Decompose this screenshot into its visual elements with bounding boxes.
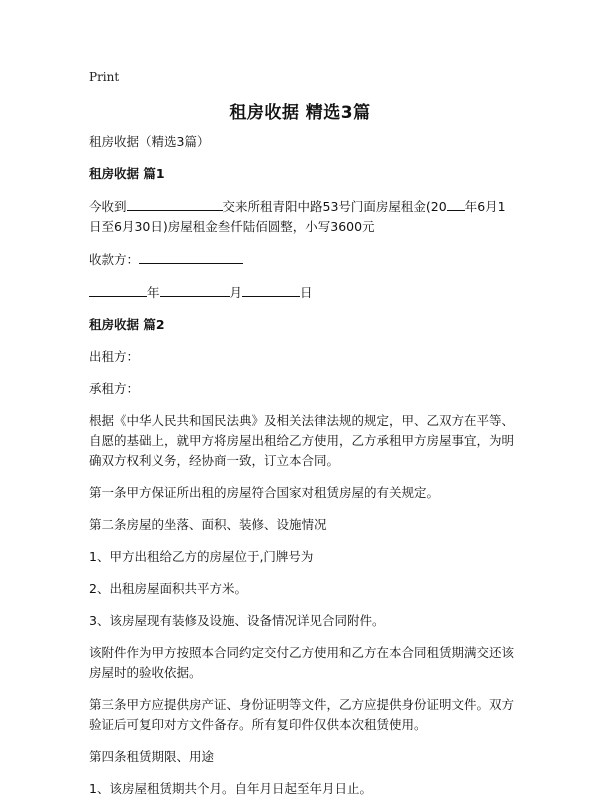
attachment-paragraph: 该附件作为甲方按照本合同约定交付乙方使用和乙方在本合同租赁期满交还该房屋时的验收依据。 bbox=[89, 645, 515, 680]
section2-heading: 租房收据 篇2 bbox=[89, 317, 165, 332]
date-month-label: 月 bbox=[229, 285, 243, 300]
date-day-label: 日 bbox=[300, 285, 313, 300]
payer-blank bbox=[127, 196, 223, 211]
article-3: 第三条甲方应提供房产证、身份证明等文件，乙方应提供身份证明文件。双方验证后可复印对方文件备存。所有复印件仅供本次租赁使用。 bbox=[89, 697, 515, 732]
lessee-line: 承租方： bbox=[89, 381, 140, 396]
payee-blank bbox=[139, 249, 243, 264]
article-2: 第二条房屋的坐落、面积、装修、设施情况 bbox=[89, 517, 327, 532]
receipt-prefix: 今收到 bbox=[89, 199, 127, 214]
article-1: 第一条甲方保证所出租的房屋符合国家对租赁房屋的有关规定。 bbox=[89, 485, 440, 500]
payee-label: 收款方： bbox=[89, 252, 140, 267]
year-blank bbox=[447, 196, 465, 211]
payee-line bbox=[89, 249, 515, 270]
lessor-line: 出租方： bbox=[89, 349, 140, 364]
receipt-paragraph bbox=[89, 196, 515, 237]
date-year-blank bbox=[89, 282, 147, 297]
date-month-blank bbox=[160, 282, 230, 297]
document-title: 租房收据 精选3篇 bbox=[229, 103, 371, 123]
document-body bbox=[89, 132, 515, 811]
receipt-mid: 交来所租青阳中路53号门面房屋租金(20 bbox=[222, 199, 447, 214]
date-day-blank bbox=[242, 282, 300, 297]
article-4: 第四条租赁期限、用途 bbox=[89, 749, 215, 764]
date-line bbox=[89, 282, 515, 303]
article-2-item-3: 3、该房屋现有装修及设施、设备情况详见合同附件。 bbox=[89, 613, 385, 628]
document-subtitle: 租房收据（精选3篇） bbox=[89, 134, 210, 149]
contract-intro: 根据《中华人民共和国民法典》及相关法律法规的规定，甲、乙双方在平等、自愿的基础上，就甲方将房屋出租给乙方使用，乙方承租甲方房屋事宜，为明确双方权利义务，经协商一致，订立本合同。 bbox=[89, 413, 515, 468]
article-2-item-1: 1、甲方出租给乙方的房屋位于,门牌号为 bbox=[89, 549, 314, 564]
date-year-label: 年 bbox=[147, 285, 160, 300]
section1-heading: 租房收据 篇1 bbox=[89, 166, 165, 181]
article-4-item-1: 1、该房屋租赁期共个月。自年月日起至年月日止。 bbox=[89, 781, 372, 796]
receipt-rest: 年6月1日至6月30日)房屋租金叁仟陆佰圆整，小写3600元 bbox=[89, 199, 506, 234]
article-2-item-2: 2、出租房屋面积共平方米。 bbox=[89, 581, 247, 596]
print-link[interactable]: Print bbox=[89, 70, 120, 84]
